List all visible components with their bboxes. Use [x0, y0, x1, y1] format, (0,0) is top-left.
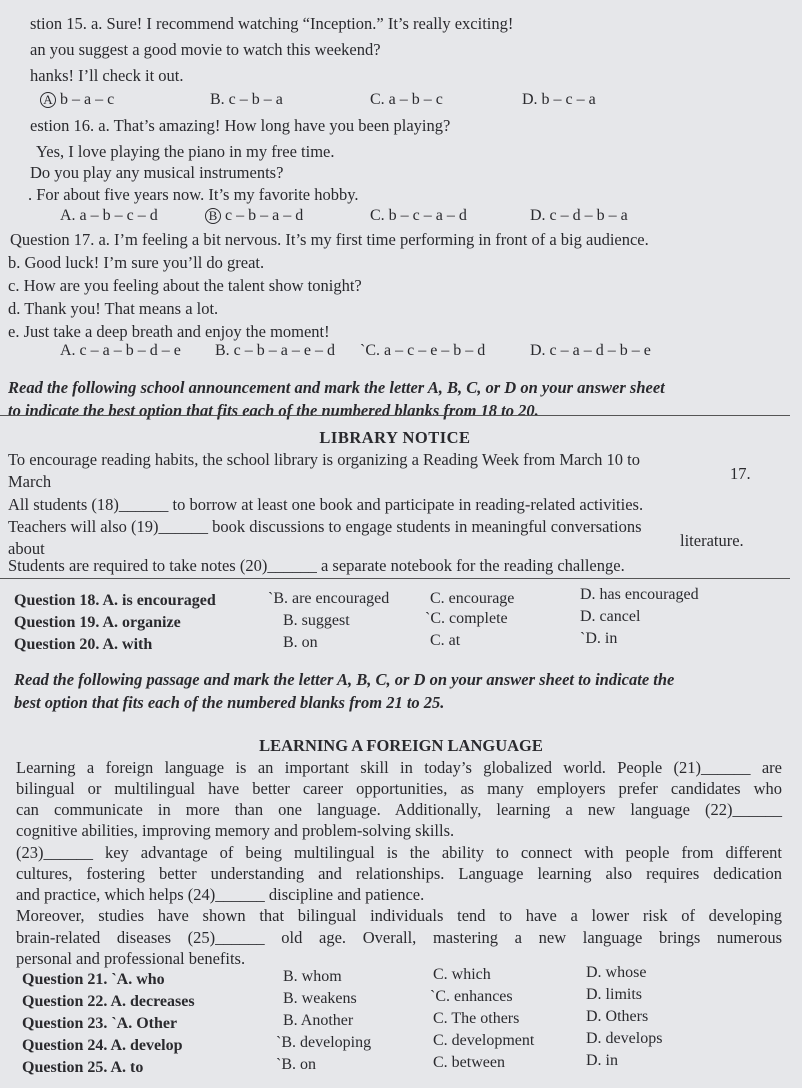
q21-label-a: Question 21. ˋA. who	[22, 971, 165, 988]
q21-option-b: B. whom	[283, 968, 342, 985]
q16-circled-answer: B	[205, 208, 221, 224]
q15-option-b: B. c – b – a	[210, 91, 283, 108]
passage-line5: (23)______ key advantage of being multilingual is the ability to connect with people from different	[16, 843, 782, 862]
q21-option-c: C. which	[433, 966, 491, 983]
q16-line-d: . For about five years now. It’s my favorite hobby.	[28, 185, 359, 204]
q25-option-d: D. in	[586, 1052, 618, 1069]
q16-line-c: Do you play any musical instruments?	[30, 163, 284, 182]
passage-line7: and practice, which helps (24)______ discipline and patience.	[16, 885, 425, 904]
q17-option-b: B. c – b – a – e – d	[215, 342, 335, 359]
passage-line9: brain-related diseases (25)______ old age. Overall, mastering a new language brings numerous	[16, 928, 782, 947]
q17-line-c: c. How are you feeling about the talent show tonight?	[8, 276, 362, 295]
q17-line-a: Question 17. a. I’m feeling a bit nervous. It’s my first time performing in front of a big audience.	[10, 230, 649, 249]
q23-option-c: C. The others	[433, 1010, 520, 1027]
q19-option-d: D. cancel	[580, 608, 641, 625]
q24-label-a: Question 24. A. develop	[22, 1037, 183, 1054]
q17-line-b: b. Good luck! I’m sure you’ll do great.	[8, 253, 265, 272]
q16-option-b: B c – b – a – d	[205, 206, 303, 226]
q17-option-a: A. c – a – b – d – e	[60, 342, 181, 359]
q19-label-a: Question 19. A. organize	[14, 614, 181, 631]
notice-line2-start: March	[8, 472, 52, 491]
q16-option-a: A. a – b – c – d	[60, 207, 158, 224]
passage-line4: cognitive abilities, improving memory and problem-solving skills.	[16, 821, 455, 840]
section2-instruction-line2: best option that fits each of the numbered blanks from 21 to 25.	[14, 693, 445, 712]
q25-option-b: ˋB. on	[276, 1056, 316, 1073]
q23-option-b: B. Another	[283, 1012, 354, 1029]
q16-line-a: estion 16. a. That’s amazing! How long have you been playing?	[30, 116, 451, 135]
section1-instruction-line1: Read the following school announcement and mark the letter A, B, C, or D on your answer sheet	[8, 378, 665, 397]
passage-line1: Learning a foreign language is an important skill in today’s globalized world. People (21)______ are	[16, 758, 782, 777]
q19-option-c: ˋC. complete	[425, 610, 508, 627]
passage-line10: personal and professional benefits.	[16, 949, 246, 968]
notice-line5-end: literature.	[680, 531, 744, 550]
q25-option-c: C. between	[433, 1054, 505, 1071]
q20-label-a: Question 20. A. with	[14, 636, 153, 653]
q23-label-a: Question 23. ˋA. Other	[22, 1015, 178, 1032]
passage-line3: can communicate in more than one language. Additionally, learning a new language (22)______	[16, 800, 782, 819]
passage-title: LEARNING A FOREIGN LANGUAGE	[259, 736, 543, 755]
notice-line5-start: about	[8, 539, 45, 558]
q22-option-c: ˋC. enhances	[430, 988, 513, 1005]
q17-option-d: D. c – a – d – b – e	[530, 342, 651, 359]
q24-option-d: D. develops	[586, 1030, 663, 1047]
q22-option-d: D. limits	[586, 986, 643, 1003]
q19-option-b: B. suggest	[283, 612, 350, 629]
q20-option-d: ˋD. in	[580, 630, 618, 647]
q17-line-e: e. Just take a deep breath and enjoy the moment!	[8, 322, 330, 341]
q16-option-c: C. b – c – a – d	[370, 207, 467, 224]
notice-line2-end: 17.	[730, 464, 751, 483]
q20-option-b: B. on	[283, 634, 318, 651]
section1-instruction-line2: to indicate the best option that fits each of the numbered blanks from 18 to 20.	[8, 401, 539, 420]
q15-line-a: stion 15. a. Sure! I recommend watching “Inception.” It’s really exciting!	[30, 14, 514, 33]
q16-line-b: Yes, I love playing the piano in my free time.	[36, 142, 335, 161]
passage-line6: cultures, fostering better understanding and relationships. Language learning also requires dedication	[16, 864, 782, 883]
notice-line4: Teachers will also (19)______ book discussions to engage students in meaningful conversations	[8, 517, 642, 536]
q20-option-c: C. at	[430, 632, 461, 649]
q21-option-d: D. whose	[586, 964, 647, 981]
q18-option-c: C. encourage	[430, 590, 515, 607]
notice-line3: All students (18)______ to borrow at least one book and participate in reading-related activities.	[8, 495, 644, 514]
q15-circled-answer: A	[40, 92, 56, 108]
notice-title: LIBRARY NOTICE	[319, 428, 471, 447]
q24-option-b: ˋB. developing	[276, 1034, 372, 1051]
notice-line6: Students are required to take notes (20)______ a separate notebook for the reading challenge.	[8, 556, 625, 575]
passage-line8: Moreover, studies have shown that bilingual individuals tend to have a lower risk of developing	[16, 906, 782, 925]
q25-label-a: Question 25. A. to	[22, 1059, 144, 1076]
q15-option-c: C. a – b – c	[370, 91, 443, 108]
q22-label-a: Question 22. A. decreases	[22, 993, 195, 1010]
section2-instruction-line1: Read the following passage and mark the letter A, B, C, or D on your answer sheet to indicate the	[14, 670, 675, 689]
q18-option-b: ˋB. are encouraged	[268, 590, 390, 607]
q15-line-c: hanks! I’ll check it out.	[30, 66, 184, 85]
notice-line1: To encourage reading habits, the school library is organizing a Reading Week from March 10 to	[8, 450, 640, 469]
q17-option-c: ˋC. a – c – e – b – d	[360, 342, 486, 359]
q22-option-b: B. weakens	[283, 990, 357, 1007]
passage-line2: bilingual or multilingual have better career opportunities, as many employers prefer candidates who	[16, 779, 782, 798]
q15-option-d: D. b – c – a	[522, 91, 596, 108]
q18-label-a: Question 18. A. is encouraged	[14, 592, 216, 609]
q15-line-b: an you suggest a good movie to watch this weekend?	[30, 40, 381, 59]
q15-option-a: A b – a – c	[40, 90, 114, 110]
q16-option-d: D. c – d – b – a	[530, 207, 628, 224]
q17-line-d: d. Thank you! That means a lot.	[8, 299, 219, 318]
q23-option-d: D. Others	[586, 1008, 649, 1025]
q18-option-d: D. has encouraged	[580, 586, 699, 603]
q24-option-c: C. development	[433, 1032, 535, 1049]
